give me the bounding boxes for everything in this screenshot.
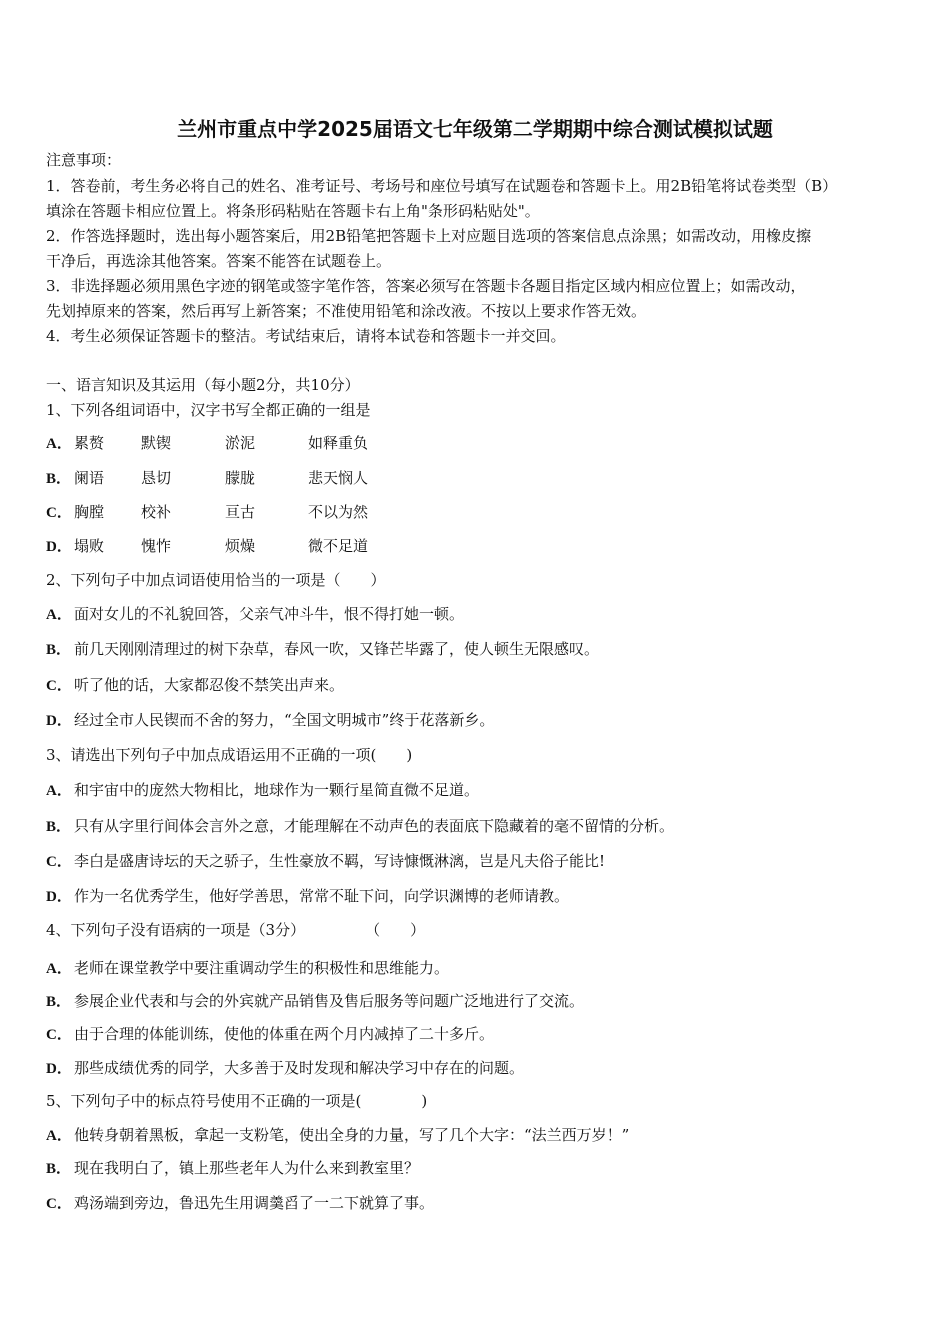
option-label: C． bbox=[46, 854, 72, 870]
option-label: B． bbox=[46, 819, 72, 835]
note-line: 2．作答选择题时，选出每小题答案后，用2B铅笔把答题卡上对应题目选项的答案信息点涂黑；如需改动，用橡皮擦 bbox=[46, 227, 812, 245]
question-stem: 4、下列句子没有语病的一项是（3分） （ ） bbox=[46, 921, 426, 939]
option-row bbox=[46, 536, 369, 557]
option-text: 那些成绩优秀的同学，大多善于及时发现和解决学习中存在的问题。 bbox=[74, 1059, 525, 1077]
option-row bbox=[46, 991, 584, 1012]
option-row bbox=[46, 502, 369, 523]
option-word: 塌败 bbox=[74, 537, 105, 555]
option-row bbox=[46, 675, 344, 696]
option-row bbox=[46, 816, 674, 837]
option-word: 如释重负 bbox=[308, 434, 369, 452]
option-word: 悲天悯人 bbox=[308, 469, 369, 487]
page-title: 兰州市重点中学2025届语文七年级第二学期期中综合测试模拟试题 bbox=[177, 117, 773, 141]
option-row bbox=[46, 780, 479, 801]
option-label: C． bbox=[46, 678, 72, 694]
option-text: 听了他的话，大家都忍俊不禁笑出声来。 bbox=[74, 676, 345, 694]
option-label: B． bbox=[46, 1161, 72, 1177]
option-label: D． bbox=[46, 713, 72, 729]
option-label: A． bbox=[46, 783, 72, 799]
note-line: 先划掉原来的答案，然后再写上新答案；不准使用铅笔和涂改液。不按以上要求作答无效。 bbox=[46, 302, 647, 320]
option-word: 朦胧 bbox=[225, 469, 256, 487]
option-row bbox=[46, 433, 369, 454]
option-text: 面对女儿的不礼貌回答，父亲气冲斗牛，恨不得打她一顿。 bbox=[74, 605, 465, 623]
option-row bbox=[46, 1058, 524, 1079]
option-text: 现在我明白了，镇上那些老年人为什么来到教室里？ bbox=[74, 1159, 420, 1177]
option-row bbox=[46, 958, 449, 979]
option-text: 他转身朝着黑板，拿起一支粉笔，使出全身的力量，写了几个大字：“法兰西万岁！” bbox=[74, 1126, 630, 1144]
option-label: D． bbox=[46, 1061, 72, 1077]
option-label: A． bbox=[46, 436, 72, 452]
option-label: C． bbox=[46, 1027, 72, 1043]
option-word: 默锲 bbox=[141, 434, 172, 452]
note-line: 干净后，再选涂其他答案。答案不能答在试题卷上。 bbox=[46, 252, 392, 270]
option-word: 烦燥 bbox=[225, 537, 256, 555]
option-word: 不以为然 bbox=[308, 503, 369, 521]
option-word: 亘古 bbox=[225, 503, 256, 521]
option-word: 累赘 bbox=[74, 434, 105, 452]
option-label: B． bbox=[46, 994, 72, 1010]
option-word: 愧怍 bbox=[141, 537, 172, 555]
option-word: 淤泥 bbox=[225, 434, 256, 452]
section-heading: 一、语言知识及其运用（每小题2分，共10分） bbox=[46, 376, 360, 394]
option-text: 鸡汤端到旁边，鲁迅先生用调羹舀了一二下就算了事。 bbox=[74, 1194, 435, 1212]
option-word: 恳切 bbox=[141, 469, 172, 487]
option-row bbox=[46, 604, 464, 625]
option-label: B． bbox=[46, 642, 72, 658]
notes-heading: 注意事项： bbox=[46, 151, 122, 169]
option-label: A． bbox=[46, 607, 72, 623]
option-text: 老师在课堂教学中要注重调动学生的积极性和思维能力。 bbox=[74, 959, 450, 977]
option-label: D． bbox=[46, 889, 72, 905]
question-stem: 3、请选出下列句子中加点成语运用不正确的一项( ) bbox=[46, 746, 413, 764]
option-text: 作为一名优秀学生，他好学善思，常常不耻下问，向学识渊博的老师请教。 bbox=[74, 887, 570, 905]
option-row bbox=[46, 1158, 419, 1179]
option-text: 只有从字里行间体会言外之意，才能理解在不动声色的表面底下隐藏着的毫不留情的分析。 bbox=[74, 817, 675, 835]
option-text: 由于合理的体能训练，使他的体重在两个月内减掉了二十多斤。 bbox=[74, 1025, 495, 1043]
option-word: 胸膛 bbox=[74, 503, 105, 521]
option-row bbox=[46, 468, 369, 489]
question-stem: 1、下列各组词语中，汉字书写全都正确的一组是 bbox=[46, 401, 371, 419]
option-row bbox=[46, 639, 599, 660]
option-text: 李白是盛唐诗坛的天之骄子，生性豪放不羁，写诗慷慨淋漓，岂是凡夫俗子能比! bbox=[74, 852, 606, 870]
option-text: 和宇宙中的庞然大物相比，地球作为一颗行星简直微不足道。 bbox=[74, 781, 480, 799]
option-row bbox=[46, 851, 605, 872]
option-row bbox=[46, 1193, 434, 1214]
option-row bbox=[46, 1125, 629, 1146]
note-line: 4．考生必须保证答题卡的整洁。考试结束后，请将本试卷和答题卡一并交回。 bbox=[46, 327, 566, 345]
note-line: 1．答卷前，考生务必将自己的姓名、准考证号、考场号和座位号填写在试题卷和答题卡上。用2B铅笔将试卷类型（B） bbox=[46, 177, 838, 195]
option-label: A． bbox=[46, 1128, 72, 1144]
note-line: 3．非选择题必须用黑色字迹的钢笔或签字笔作答，答案必须写在答题卡各题目指定区域内相应位置上；如需改动， bbox=[46, 277, 806, 295]
option-text: 经过全市人民锲而不舍的努力，“全国文明城市”终于花落新乡。 bbox=[74, 711, 495, 729]
option-label: B． bbox=[46, 471, 72, 487]
option-row bbox=[46, 710, 494, 731]
option-word: 微不足道 bbox=[308, 537, 369, 555]
option-word: 校补 bbox=[141, 503, 172, 521]
option-label: D． bbox=[46, 539, 72, 555]
option-text: 前几天刚刚清理过的树下杂草，春风一吹，又锋芒毕露了，使人顿生无限感叹。 bbox=[74, 640, 600, 658]
option-row bbox=[46, 886, 569, 907]
option-label: C． bbox=[46, 505, 72, 521]
question-stem: 5、下列句子中的标点符号使用不正确的一项是( ) bbox=[46, 1092, 428, 1110]
note-line: 填涂在答题卡相应位置上。将条形码粘贴在答题卡右上角"条形码粘贴处"。 bbox=[46, 202, 540, 220]
option-word: 阑语 bbox=[74, 469, 105, 487]
option-label: A． bbox=[46, 961, 72, 977]
option-row bbox=[46, 1024, 494, 1045]
question-stem: 2、下列句子中加点词语使用恰当的一项是（ ） bbox=[46, 571, 386, 589]
option-label: C． bbox=[46, 1196, 72, 1212]
option-text: 参展企业代表和与会的外宾就产品销售及售后服务等问题广泛地进行了交流。 bbox=[74, 992, 585, 1010]
